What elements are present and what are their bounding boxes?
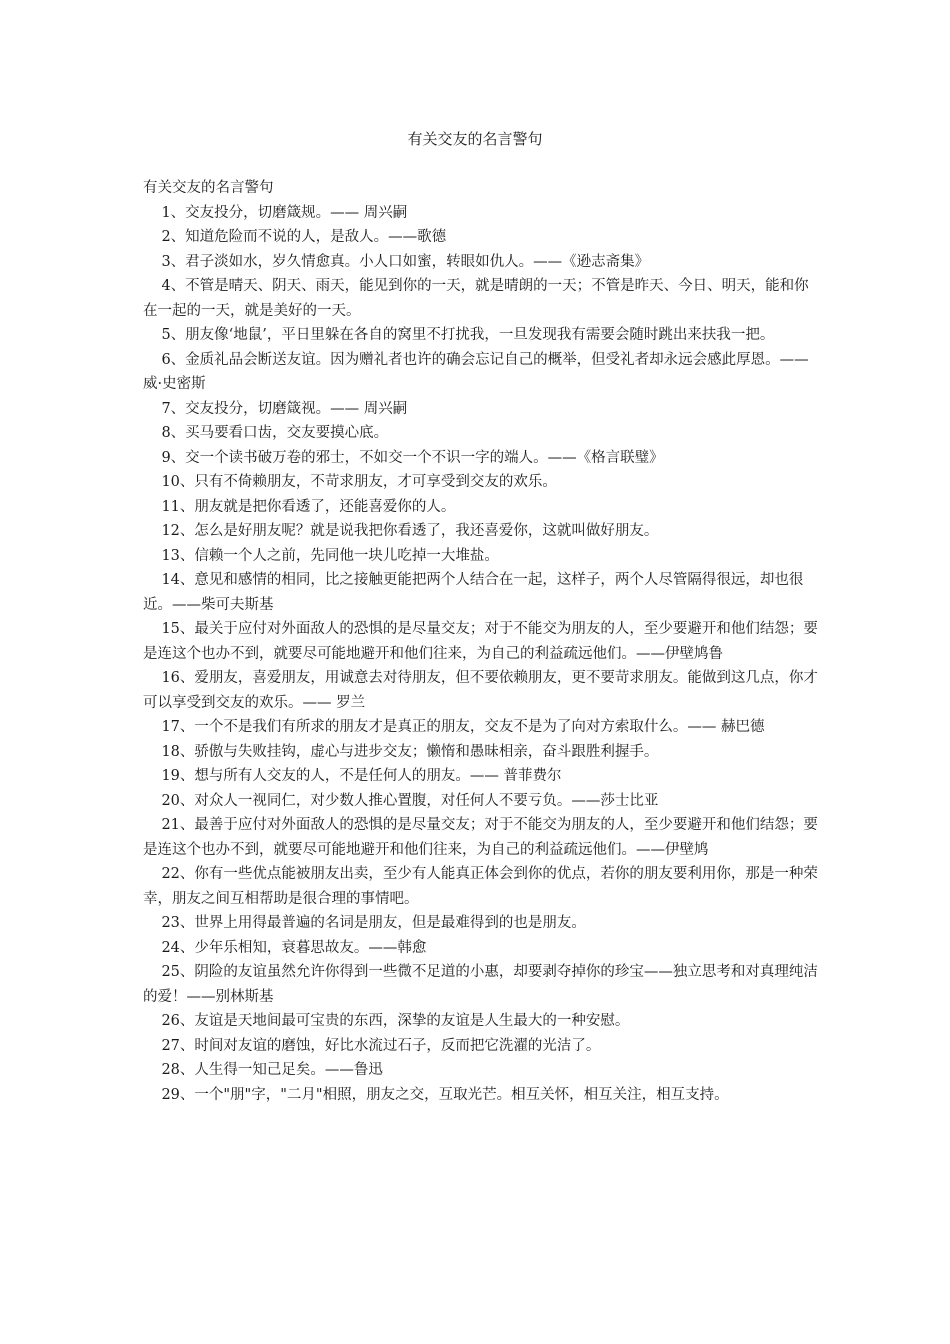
quote-item: 25、阴险的友谊虽然允许你得到一些微不足道的小惠，却要剥夺掉你的珍宝——独立思考和对真理纯洁的爱！——别林斯基 [143, 964, 818, 1005]
quote-item: 24、少年乐相知，衰暮思故友。——韩愈 [161, 939, 427, 956]
quote-item: 5、朋友像‘地鼠’，平日里躲在各自的窝里不打扰我，一旦发现我有需要会随时跳出来扶我一把。 [161, 327, 775, 343]
quote-item: 8、买马要看口齿，交友要摸心底。 [161, 425, 389, 441]
quote-item: 29、一个"朋"字，"二月"相照，朋友之交，互取光芒。相互关怀，相互关注，相互支持。 [161, 1086, 729, 1103]
quote-item: 20、对众人一视同仁，对少数人推心置腹，对任何人不要亏负。——莎士比亚 [161, 792, 659, 809]
quote-item: 23、世界上用得最普遍的名词是朋友，但是最难得到的也是朋友。 [161, 915, 586, 931]
quote-item: 12、怎么是好朋友呢？就是说我把你看透了，我还喜爱你，这就叫做好朋友。 [161, 523, 659, 539]
quote-item: 2、知道危险而不说的人，是敌人。——歌德 [161, 229, 447, 245]
quote-item: 11、朋友就是把你看透了，还能喜爱你的人。 [161, 498, 456, 515]
quote-item: 1、交友投分，切磨箴规。—— 周兴嗣 [161, 204, 408, 221]
quote-item: 21、最善于应付对外面敌人的恐惧的是尽量交友；对于不能交为朋友的人，至少要避开和他们结怨；要是连这个也办不到，就要尽可能地避开和他们往来，为自己的利益疏远他们。——伊壁鸠 [143, 817, 818, 858]
quote-item: 17、一个不是我们有所求的朋友才是真正的朋友，交友不是为了向对方索取什么。—— 赫巴德 [161, 719, 765, 735]
quote-item: 3、君子淡如水，岁久情愈真。小人口如蜜，转眼如仇人。——《逊志斋集》 [161, 253, 650, 270]
quote-item: 13、信赖一个人之前，先同他一块儿吃掉一大堆盐。 [161, 547, 499, 564]
quote-item: 14、意见和感情的相同，比之接触更能把两个人结合在一起，这样子，两个人尽管隔得很远，却也很近。——柴可夫斯基 [143, 572, 804, 613]
quote-item: 27、时间对友谊的磨蚀，好比水流过石子，反而把它洗濯的光洁了。 [161, 1037, 601, 1054]
quote-item: 28、人生得一知己足矣。——鲁迅 [161, 1062, 383, 1078]
quote-item: 6、金质礼品会断送友谊。因为赠礼者也许的确会忘记自己的概举，但受礼者却永远会感此厚恩。——威·史密斯 [143, 351, 809, 392]
quote-list [143, 201, 823, 1108]
quote-item: 10、只有不倚赖朋友，不苛求朋友，才可享受到交友的欢乐。 [161, 474, 557, 490]
quote-item: 16、爱朋友，喜爱朋友，用诚意去对待朋友，但不要依赖朋友，更不要苛求朋友。能做到这几点，你才可以享受到交友的欢乐。—— 罗兰 [143, 670, 818, 711]
quote-item: 4、不管是晴天、阴天、雨天，能见到你的一天，就是晴朗的一天；不管是昨天、今日、明天，能和你在一起的一天，就是美好的一天。 [143, 278, 809, 319]
quote-item: 9、交一个读书破万卷的邪士，不如交一个不识一字的端人。——《格言联璧》 [161, 449, 664, 466]
quote-item: 7、交友投分，切磨箴视。—— 周兴嗣 [161, 400, 408, 417]
quote-item: 26、友谊是天地间最可宝贵的东西，深挚的友谊是人生最大的一种安慰。 [161, 1013, 630, 1029]
quote-item: 19、想与所有人交友的人，不是任何人的朋友。—— 普菲费尔 [161, 768, 562, 784]
quote-item: 22、你有一些优点能被朋友出卖，至少有人能真正体会到你的优点，若你的朋友要利用你，那是一种荣幸，朋友之间互相帮助是很合理的事情吧。 [143, 866, 818, 907]
section-heading: 有关交友的名言警句 [143, 180, 274, 196]
quote-item: 18、骄傲与失败挂钩，虚心与进步交友；懒惰和愚昧相亲，奋斗跟胜利握手。 [161, 743, 659, 760]
document-body [143, 176, 823, 1107]
quote-item: 15、最关于应付对外面敌人的恐惧的是尽量交友；对于不能交为朋友的人，至少要避开和他们结怨；要是连这个也办不到，就要尽可能地避开和他们往来，为自己的利益疏远他们。——伊壁鸠鲁 [143, 621, 818, 662]
document-title: 有关交友的名言警句 [407, 130, 543, 148]
